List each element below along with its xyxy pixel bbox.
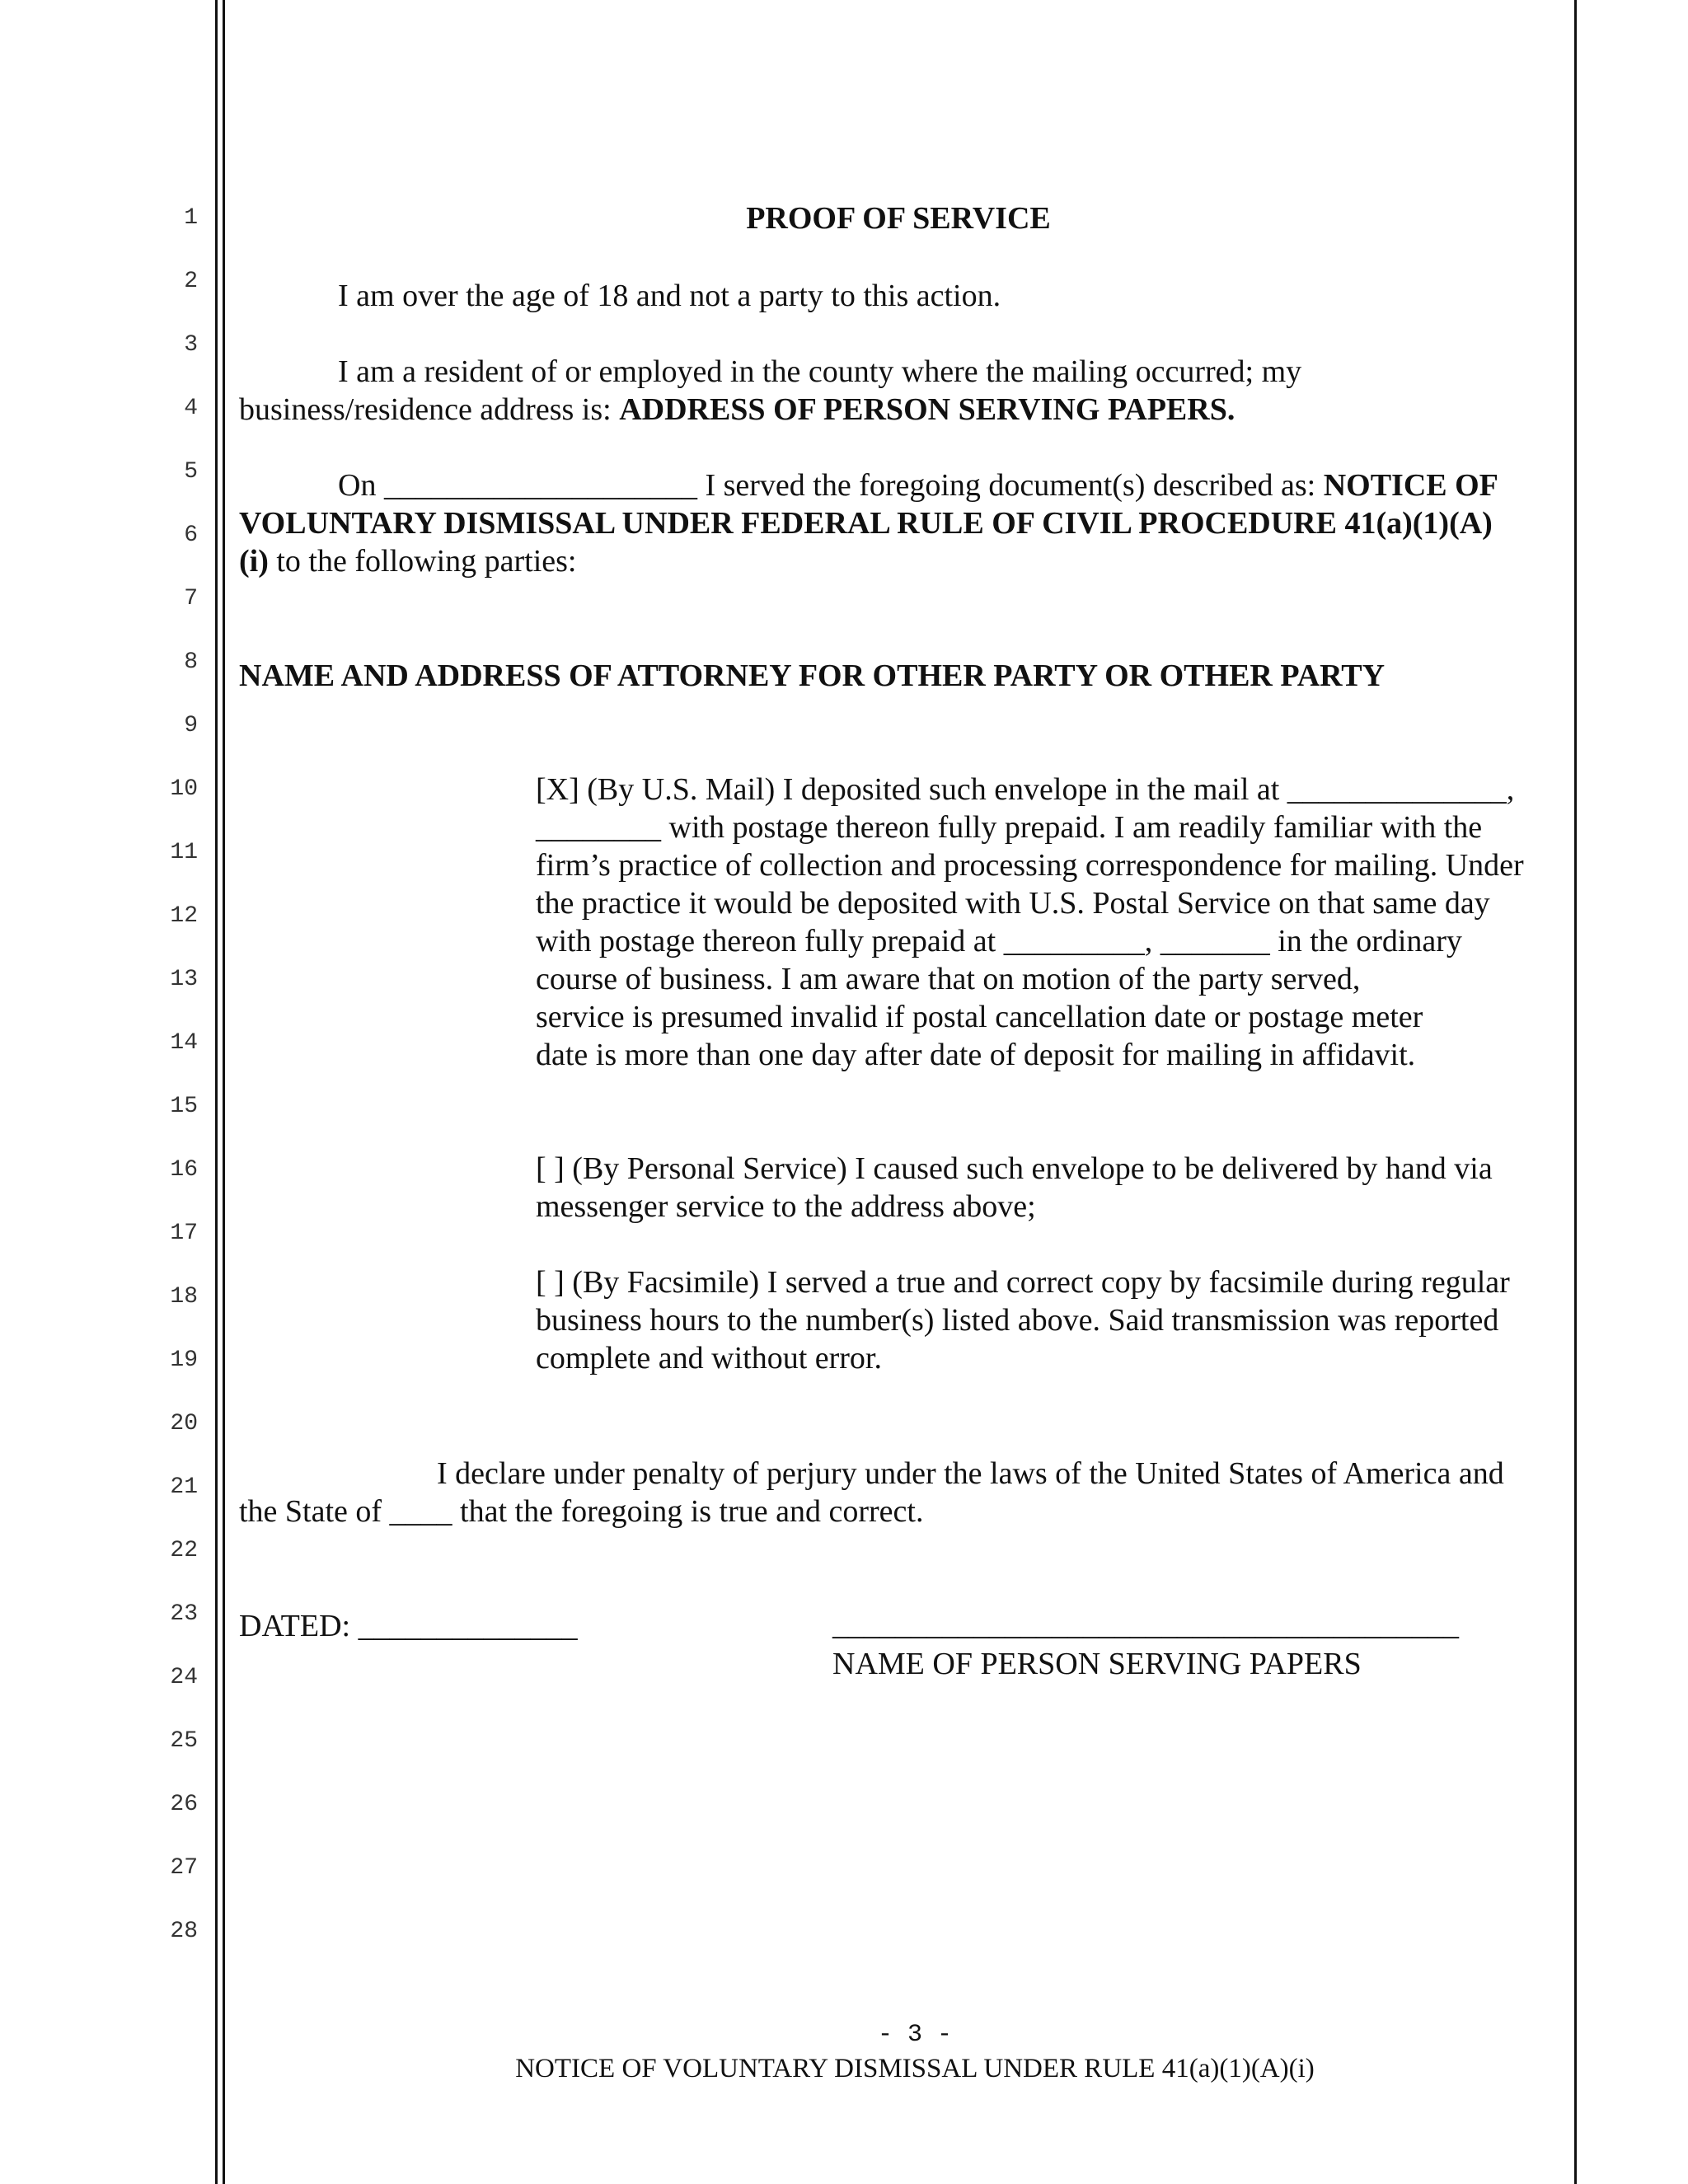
line-number: 11 [170,840,198,865]
declaration-line2: the State of ____ that the foregoing is true and correct. [239,1494,924,1529]
personal-service-line: messenger service to the address above; [536,1189,1036,1224]
mail-service-line: firm’s practice of collection and processing correspondence for mailing. Under [536,848,1524,883]
personal-service-line: [ ] (By Personal Service) I caused such envelope to be delivered by hand via [536,1151,1493,1186]
footer-caption: NOTICE OF VOLUNTARY DISMISSAL UNDER RULE 41(a)(1)(A)(i) [515,2054,1315,2083]
line-number: 26 [170,1792,198,1817]
line-number: 2 [184,269,198,294]
line-number: 12 [170,903,198,929]
line-number: 28 [170,1919,198,1944]
mail-service-line: ________ with postage thereon fully prepaid. I am readily familiar with the [536,810,1483,845]
line-number: 25 [170,1728,198,1754]
left-margin-rule-outer [215,0,218,2184]
line-number: 17 [170,1221,198,1246]
paragraph-served-line1 [338,466,1498,504]
line-number: 19 [170,1347,198,1373]
line-number: 24 [170,1665,198,1690]
paragraph-resident-line1: I am a resident of or employed in the county where the mailing occurred; my [338,354,1302,389]
line-number: 7 [184,586,198,612]
fax-service-line: [ ] (By Facsimile) I served a true and correct copy by facsimile during regular [536,1265,1510,1300]
signature-name: NAME OF PERSON SERVING PAPERS [832,1647,1362,1681]
line-number: 27 [170,1855,198,1881]
dated-field: DATED: ______________ [239,1609,578,1643]
line-number: 18 [170,1284,198,1310]
line-number: 13 [170,967,198,992]
served-prefix: On ____________________ I served the foregoing document(s) described as: [338,468,1324,503]
line-number: 6 [184,523,198,548]
resident-address-placeholder: ADDRESS OF PERSON SERVING PAPERS. [619,392,1236,427]
mail-service-line: service is presumed invalid if postal cancellation date or postage meter [536,1000,1423,1034]
line-number: 4 [184,396,198,421]
line-number: 1 [184,205,198,231]
signature-line: ________________________________________ [832,1607,1459,1642]
mail-service-line: with postage thereon fully prepaid at _________, _______ in the ordinary [536,924,1462,958]
line-number: 5 [184,459,198,485]
line-number: 23 [170,1601,198,1627]
line-number: 14 [170,1030,198,1056]
left-margin-rule-inner [223,0,225,2184]
right-margin-rule [1574,0,1577,2184]
line-number: 16 [170,1157,198,1183]
line-number: 10 [170,776,198,802]
line-number: 9 [184,713,198,738]
served-suffix: to the following parties: [268,544,577,579]
line-number: 3 [184,332,198,358]
party-heading: NAME AND ADDRESS OF ATTORNEY FOR OTHER PARTY OR OTHER PARTY [239,658,1386,693]
line-number: 15 [170,1094,198,1119]
line-number: 21 [170,1474,198,1500]
mail-service-line: course of business. I am aware that on motion of the party served, [536,962,1361,996]
resident-prefix: business/residence address is: [239,392,620,427]
mail-service-line: the practice it would be deposited with U.S. Postal Service on that same day [536,886,1490,921]
fax-service-line: complete and without error. [536,1341,882,1376]
served-document-title-end: (i) [239,544,269,579]
document-title: PROOF OF SERVICE [746,201,1051,236]
paragraph-resident-line2 [239,391,1235,429]
footer-page-number: - 3 - [877,2021,952,2049]
line-number: 8 [184,649,198,675]
line-number: 22 [170,1538,198,1563]
fax-service-line: business hours to the number(s) listed above. Said transmission was reported [536,1303,1499,1338]
declaration-line1: I declare under penalty of perjury under the laws of the United States of America and [437,1456,1504,1491]
paragraph-age: I am over the age of 18 and not a party to this action. [338,279,1001,313]
paragraph-served-line2: VOLUNTARY DISMISSAL UNDER FEDERAL RULE OF CIVIL PROCEDURE 41(a)(1)(A) [239,506,1493,541]
mail-service-line: [X] (By U.S. Mail) I deposited such envelope in the mail at ______________, [536,772,1515,807]
line-number: 20 [170,1411,198,1436]
served-document-title-start: NOTICE OF [1323,468,1498,503]
paragraph-served-line3 [239,542,576,580]
mail-service-line: date is more than one day after date of deposit for mailing in affidavit. [536,1038,1416,1072]
